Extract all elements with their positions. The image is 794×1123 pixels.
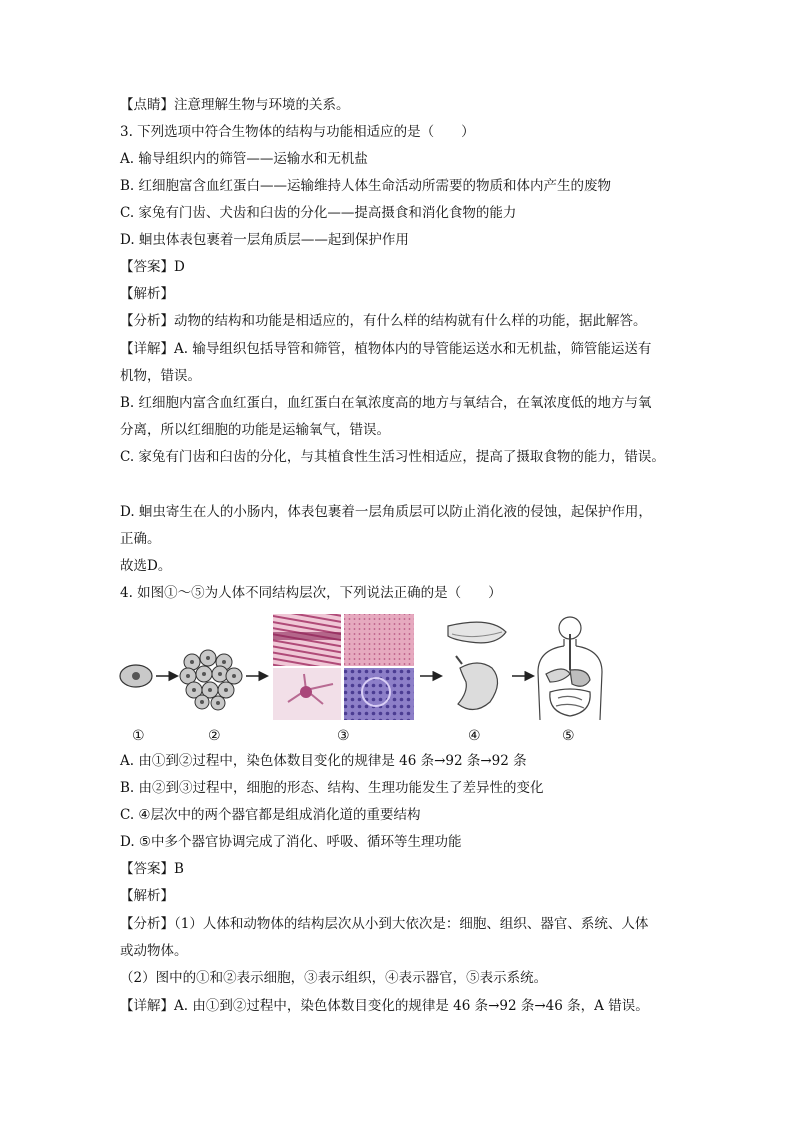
q4-detail-a: 【详解】A. 由①到②过程中，染色体数目变化的规律是 46 条→92 条→46 条，A 错误。 [120, 998, 649, 1014]
figure-label-1: ① [132, 728, 145, 744]
q4-analysis-2: 或动物体。 [120, 943, 188, 959]
q3-option-d: D. 蛔虫体表包裹着一层角质层——起到保护作用 [120, 232, 409, 248]
figure-label-4: ④ [468, 728, 481, 744]
text-line-1: 【点睛】注意理解生物与环境的关系。 [120, 97, 350, 113]
q3-option-c: C. 家兔有门齿、犬齿和臼齿的分化——提高摄食和消化食物的能力 [120, 205, 517, 221]
q4-option-c: C. ④层次中的两个器官都是组成消化道的重要结构 [120, 807, 421, 823]
q3-answer: 【答案】D [120, 259, 185, 275]
q3-conclusion: 故选D。 [120, 558, 172, 574]
digestive-system-image [538, 617, 602, 720]
q3-detail-b-2: 分离，所以红细胞的功能是运输氧气，错误。 [120, 422, 390, 438]
q4-analysis-1: 【分析】（1）人体和动物体的结构层次从小到大依次是：细胞、组织、器官、系统、人体 [120, 916, 649, 932]
figure-label-3: ③ [337, 728, 350, 744]
q3-option-b: B. 红细胞富含血红蛋白——运输维持人体生命活动所需要的物质和体内产生的废物 [120, 178, 612, 194]
q4-analysis-heading: 【解析】 [120, 888, 174, 904]
organ-images [448, 622, 506, 709]
q3-detail-b-1: B. 红细胞内富含血红蛋白，血红蛋白在氧浓度高的地方与氧结合，在氧浓度低的地方与氧 [120, 395, 652, 411]
q4-option-d: D. ⑤中多个器官协调完成了消化、呼吸、循环等生理功能 [120, 834, 462, 850]
q3-detail-a-1: 【详解】A. 输导组织包括导管和筛管，植物体内的导管能运送水和无机盐，筛管能运送有 [120, 341, 652, 357]
question-3-stem: 3. 下列选项中符合生物体的结构与功能相适应的是（ ） [120, 124, 475, 140]
q3-detail-d-1: D. 蛔虫寄生在人的小肠内，体表包裹着一层角质层可以防止消化液的侵蚀，起保护作用， [120, 504, 652, 520]
q3-detail-a-2: 机物，错误。 [120, 368, 201, 384]
single-cell-image [120, 665, 152, 687]
q3-option-a: A. 输导组织内的筛管——运输水和无机盐 [120, 151, 368, 167]
q4-option-a: A. 由①到②过程中，染色体数目变化的规律是 46 条→92 条→92 条 [120, 753, 527, 769]
q3-detail-d-2: 正确。 [120, 531, 161, 547]
figure-label-5: ⑤ [562, 728, 575, 744]
q4-analysis-3: （2）图中的①和②表示细胞，③表示组织，④表示器官，⑤表示系统。 [120, 970, 548, 986]
question-4-stem: 4. 如图①～⑤为人体不同结构层次，下列说法正确的是（ ） [120, 585, 502, 601]
cell-cluster-image [180, 650, 242, 710]
q3-detail-c: C. 家兔有门齿和臼齿的分化，与其植食性生活习性相适应，提高了摄取食物的能力，错误。 [120, 449, 665, 465]
figure-label-2: ② [208, 728, 221, 744]
q4-option-b: B. 由②到③过程中，细胞的形态、结构、生理功能发生了差异性的变化 [120, 780, 544, 796]
q3-analysis-heading: 【解析】 [120, 286, 174, 302]
q4-answer: 【答案】B [120, 861, 184, 877]
tissue-images [273, 614, 414, 720]
q3-analysis: 【分析】动物的结构和功能是相适应的，有什么样的结构就有什么样的功能，据此解答。 [120, 313, 647, 329]
structure-levels-figure [118, 612, 618, 746]
